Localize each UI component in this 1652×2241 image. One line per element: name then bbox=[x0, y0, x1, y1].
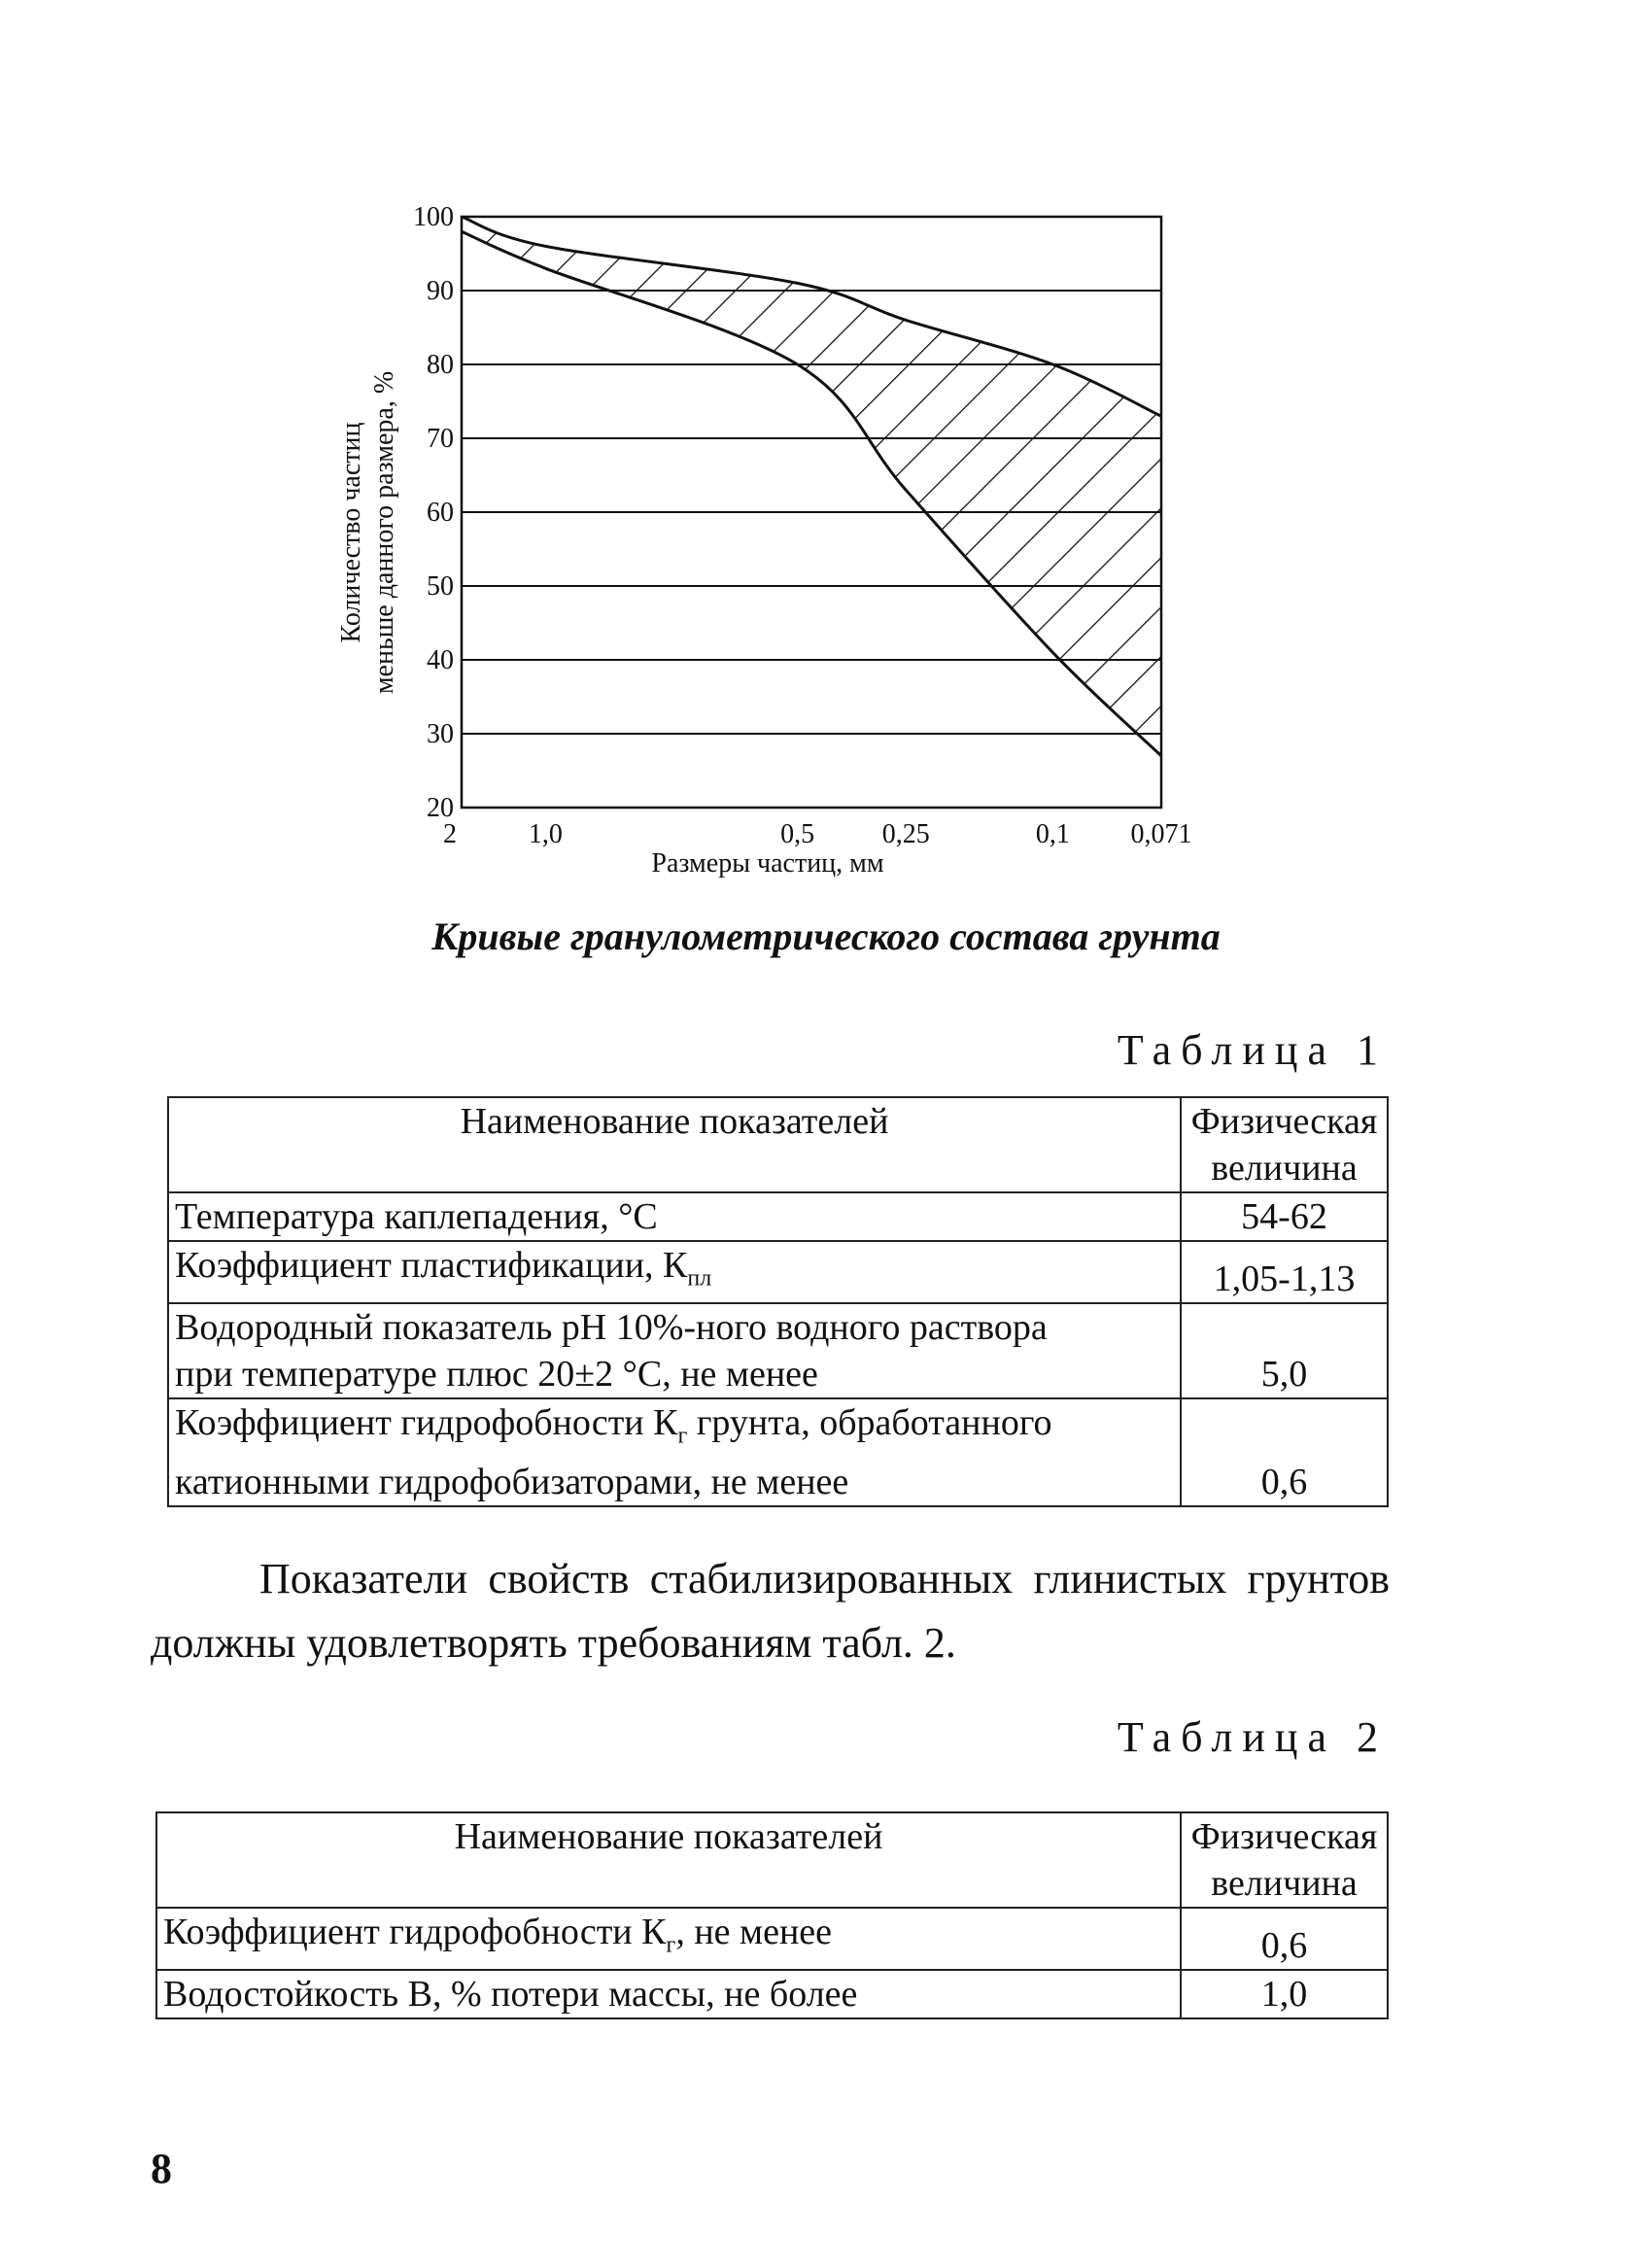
y-tick-label: 50 bbox=[427, 571, 454, 602]
y-axis-label-line2: меньше данного размера, % bbox=[369, 370, 399, 695]
table-row bbox=[156, 1812, 1388, 1908]
table1-row1-value: 54-62 bbox=[1181, 1192, 1388, 1241]
y-tick-label: 60 bbox=[427, 498, 454, 528]
table1-row3-value: 5,0 bbox=[1181, 1303, 1388, 1398]
table-row bbox=[168, 1398, 1388, 1507]
hatched-band bbox=[462, 217, 1161, 756]
x-axis-label: Размеры частиц, мм bbox=[651, 848, 884, 879]
body-paragraph: Показатели свойств стабилизированных глинистых грунтов должны удовлетворять требованиям табл. 2. bbox=[151, 1555, 1390, 1667]
table2-header-value-line1: Физическая bbox=[1190, 1816, 1378, 1857]
table1-header-value-line1: Физическая bbox=[1190, 1101, 1378, 1142]
table1-row2-text: Коэффициент пластификации, К bbox=[175, 1245, 688, 1286]
table2 bbox=[155, 1811, 1389, 2019]
y-tick-label: 30 bbox=[427, 719, 454, 749]
table1-row1-name: Температура каплепадения, °С bbox=[168, 1192, 1181, 1241]
table2-row2-value: 1,0 bbox=[1181, 1970, 1388, 2018]
x-tick-label: 0,071 bbox=[1130, 819, 1192, 849]
table1-row4-line1b: грунта, обработанного bbox=[687, 1401, 1052, 1443]
table2-header-value-line2: величина bbox=[1211, 1863, 1358, 1904]
y-tick-label: 90 bbox=[427, 276, 454, 306]
table1-row4-line2: катионными гидрофобизаторами, не менее bbox=[175, 1462, 849, 1503]
figure-caption: Кривые гранулометрического состава грунта bbox=[431, 914, 1221, 958]
table1-row2-value: 1,05-1,13 bbox=[1181, 1241, 1388, 1303]
page-number: 8 bbox=[151, 2145, 172, 2192]
table1-row4-value: 0,6 bbox=[1181, 1398, 1388, 1507]
table-row bbox=[168, 1192, 1388, 1241]
table2-row1-name bbox=[156, 1908, 1181, 1970]
table2-header-value bbox=[1181, 1812, 1388, 1908]
plot-area bbox=[413, 202, 1192, 849]
table1-row4-line1a: Коэффициент гидрофобности К bbox=[175, 1401, 678, 1443]
y-tick-label: 70 bbox=[427, 424, 454, 454]
table1-row3-name bbox=[168, 1303, 1181, 1398]
x-tick-label: 0,5 bbox=[780, 819, 815, 849]
table2-label: Таблица 2 bbox=[1117, 1713, 1388, 1761]
table-row bbox=[168, 1241, 1388, 1303]
x-tick-label: 0,25 bbox=[881, 819, 930, 849]
y-tick-label: 20 bbox=[427, 793, 454, 823]
table1-row2-subscript: пл bbox=[687, 1265, 712, 1292]
y-tick-label: 80 bbox=[427, 350, 454, 380]
x-tick-label: 1,0 bbox=[528, 819, 563, 849]
table1-label: Таблица 1 bbox=[1117, 1026, 1388, 1074]
table1 bbox=[167, 1096, 1389, 1507]
table1-row4-subscript: г bbox=[677, 1423, 688, 1449]
table-row bbox=[156, 1908, 1388, 1970]
y-axis-label-line1: Количество частиц bbox=[336, 422, 366, 643]
table2-row2-name: Водостойкость В, % потери массы, не более bbox=[156, 1970, 1181, 2018]
table1-header-value-line2: величина bbox=[1211, 1148, 1358, 1189]
x-tick-label: 2 bbox=[443, 819, 457, 849]
table2-row1-subscript: г bbox=[666, 1932, 676, 1958]
table1-row3-line2: при температуре плюс 20±2 °С, не менее bbox=[175, 1353, 818, 1395]
y-tick-label: 100 bbox=[413, 202, 454, 232]
table2-row1-value: 0,6 bbox=[1181, 1908, 1388, 1970]
table2-header-name: Наименование показателей bbox=[156, 1812, 1181, 1908]
y-tick-label: 40 bbox=[427, 645, 454, 675]
table-row bbox=[168, 1097, 1388, 1192]
table2-row1-line1b: , не менее bbox=[675, 1912, 833, 1952]
table1-row2-name bbox=[168, 1241, 1181, 1303]
table1-header-value bbox=[1181, 1097, 1388, 1192]
table1-row3-line1: Водородный показатель рН 10%-ного водного раствора bbox=[175, 1306, 1048, 1348]
x-tick-label: 0,1 bbox=[1035, 819, 1070, 849]
table-row bbox=[156, 1970, 1388, 2018]
table2-row1-line1a: Коэффициент гидрофобности К bbox=[163, 1912, 667, 1952]
table1-header-name: Наименование показателей bbox=[168, 1097, 1181, 1192]
granulometric-chart bbox=[292, 190, 1224, 928]
table1-row4-name bbox=[168, 1398, 1181, 1507]
table-row bbox=[168, 1303, 1388, 1398]
